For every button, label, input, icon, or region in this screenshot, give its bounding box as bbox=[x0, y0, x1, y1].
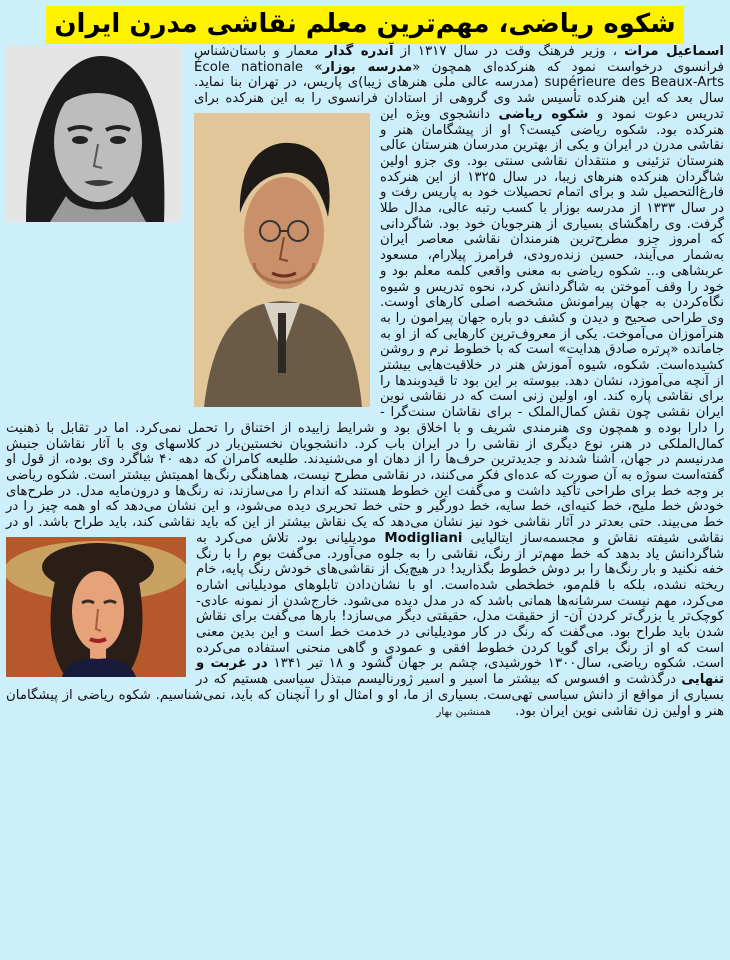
name-merat: اسماعیل مرات bbox=[624, 44, 724, 59]
text-run: دانشجوی ویژه این هنرکده بود. شکوه ریاضی کیست؟ او از پیشگامان هنر و نقاشی مدرن در ایران و یکی از بهترین مدرسان هنرستان عالی هنرستان تزئینی و منتقدان نقاشی سنتی بود. وی جزو اولین شاگردان هنرکده هنرهای زیبا، در سال ۱۳۲۵ از این هنرکده فارغ‌التحصیل شد و برای اتمام تحصیلات خود به پاریس رفت و در سال ۱۳۳۳ از مدرسه بوزار با کسب رتبه عالی، مدال طلا گرفت. وی راهگشای بسیاری از هنرجویان خود بود. شاگردانی که امروز جزو مطرح‌ترین هنرمندان نقاشی معاصر ایران به‌شمار می‌آیند، حسین زنده‌رودی، فرامرز پیلارام، مسعود عربشاهی و... شکوه ریاضی به معنی واقعی کلمه معلم بود و خود را وقف آموختن به شاگردانش کرد، نحوه تدریس و شیوه نگاه‌کردن به جهان پیرامونش مشخصه اصلی کارهای اوست. وی طراحی صحیح و دیدن و کشف دو باره جهان پیرامون را به هنرآموزان می‌آموخت. یکی از معروف‌ترین کارهایی که از او به جامانده «پرتره صادق هدایت» است که با خطوط نرم و روشن کشیده‌است. شکوه، شیوه آموزش هنر در خلاقیت‌هایی بیشتر از آنچه می‌آموزد، نشان دهد. بیوسته بر این بود تا قیدوبندها را برای نقاشی پاره کند. او، اولین زنی است که در نقاشی نوین ایران نقشی چون نقش کمال‌الملک - برای نقاشان سنت‌گرا - را دارا بوده و همچون وی هنرمندی شریف و با اخلاق بود و شرایط زاییده از اختناق را تحمل نمی‌کرد. اما در تقابل با ذهنیت کمال‌الملکی در هنر، نوع دیگری از نقاشی را در ایران باب کرد. دانشجویان نخستین‌بار در کلاسهای وی با آثار نقاشان جنبش مدرنیسم در جهان، آشنا شدند و جدیدترین حرف‌ها را از دهان او می‌شنیدند. طلیعه کامران که دهه ۴۰ شاگرد وی بوده، از قول او گفته‌است سوژه به آن صورت که عده‌ای فکر می‌کنند، در نقاشی مطرح نیست، هماهنگی رنگ‌ها اهمیتش بیشتر است. شکوه ریاضی بر وجه خط برای طراحی تأکید داشت و می‌گفت این خطوط هستند که اندام را می‌سازند، نه رنگ‌ها و درون‌مایه مدل. در طرح‌های خودش خط ملیح، خط کنیه‌ای، خط سایه، خط دورگیر و حتی خط تحریری دیده می‌شود، و این نشان می‌دهد که او همه چیز را در خط می‌بیند. حتی بعدتر در آثار نقاشی خود نیز نشان می‌دهد که یک نقاش بیشتر از این که باید نقاشی کند، باید طراح باشد. او در نقاشی شیفته نقاش و مجسمه‌ساز ایتالیایی bbox=[6, 106, 725, 546]
phrase-exile: در غربت و تنهایی bbox=[196, 656, 724, 688]
portrait-painting-woman-hat bbox=[6, 537, 186, 677]
name-bozar: مدرسه بوزار bbox=[322, 59, 413, 75]
name-godard: آندره گدار bbox=[325, 44, 394, 59]
text-run: درگذشت و افسوس که بیشتر ما اسیر و اسیر ژورنالیسم مبتذل سیاسی هستیم که در بسیاری از مواقع از دانش سیاسی تهی‌ست. بسیاری از ما، او و امثال او را آنچنان که باید، نمی‌شناسیم. شکوه ریاضی از پیشگامان هنر و اولین زن نقاشی نوین ایران بود. bbox=[6, 672, 724, 719]
text-run: معمار و باستان‌شناس فرانسوی درخواست نمود که هنرکده‌ای همچون « bbox=[194, 44, 724, 75]
modigliani-name: Modigliani bbox=[384, 530, 463, 546]
page-title: شکوه ریاضی، مهم‌ترین معلم نقاشی مدرن ایران bbox=[46, 6, 683, 44]
french-school-name: École nationale supérieure des Beaux-Arts bbox=[194, 59, 724, 91]
author-signature: همنشین بهار bbox=[436, 705, 491, 718]
text-run: ، وزیر فرهنگ وقت در سال ۱۳۱۷ از bbox=[400, 44, 617, 59]
title-bar bbox=[0, 6, 730, 44]
text-run: » bbox=[314, 59, 323, 75]
text-run: مودیلیانی بود. تلاش می‌کرد به شاگردانش یاد بدهد که خط مهم‌تر از رنگ، نقاشی را به جلوه می‌آورد. می‌گفت بوم را با رنگ خفه نکنید و بار رنگ‌ها را بر دوش خطوط بگذارید! در هیچ‌یک از نقاشی‌های خودش رنگ پایه، خام ریخته نشده، بلکه با قلم‌مو، خطخطی شده‌است. او با نشان‌دادن تابلوهای مودیلیانی اشاره می‌کرد، مهم نیست سرشانه‌ها همانی باشد که در مدل دیده می‌شود. خارج‌شدن از نمونه عادی- کوچک‌تر یا بزرگ‌تر کردن آن- از حقیقت مدل، حقیقتی دیگر می‌سازد! بارها می‌گفت برای نقاش شدن باید طراح بود. می‌گفت که رنگ در کار مودیلیانی در خدمت خط است و این بدین معنی است که او از رنگ برای گویا کردن خطوط افقی و عمودی و گاهی منحنی استفاده می‌کرده است. شکوه ریاضی، سال۱۳۰۰ خورشیدی، چشم بر جهان گشود و ۱۸ تیر ۱۳۴۱ bbox=[196, 530, 725, 672]
name-shokouh: شکوه ریاضی bbox=[498, 106, 589, 122]
portrait-photo bbox=[6, 46, 182, 222]
text-run: (مدرسه عالی ملی هنرهای زیبا)ی پاریس، در تهران بنا نماید. سال بعد که این هنرکده تأسیس شد وی گروهی از استادان فرانسوی را به این هنرکده برای تدریس دعوت نمود و bbox=[194, 75, 725, 122]
article-body bbox=[6, 44, 724, 954]
portrait-painting-man bbox=[194, 113, 370, 407]
